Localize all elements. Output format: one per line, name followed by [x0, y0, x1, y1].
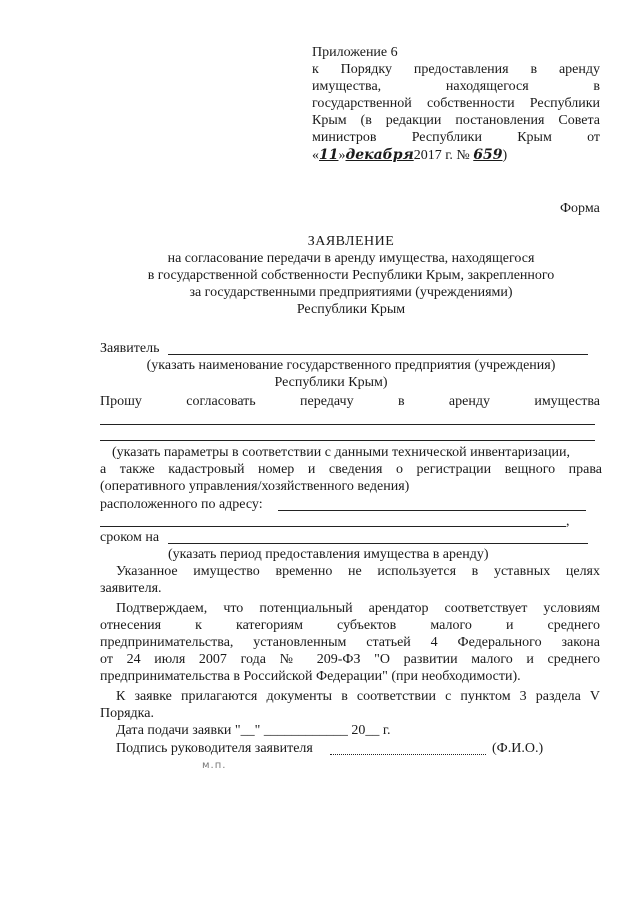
- form-label: Форма: [560, 201, 600, 216]
- signature-label: Подпись руководителя заявителя: [116, 741, 313, 756]
- address-field-line-2[interactable]: [100, 526, 566, 527]
- heading-line-2: в государственной собственности Республики Крым, закрепленного: [147, 268, 555, 283]
- params-hint: [100, 444, 602, 495]
- appendix-line-3: государственной собственности Республики: [312, 96, 600, 111]
- appendix-line-5: министров Республики Крым от: [312, 130, 600, 145]
- applicant-label: Заявитель: [100, 341, 160, 356]
- appendix-date-line: [312, 147, 600, 164]
- stamp-placeholder: м.п.: [202, 760, 227, 771]
- applicant-hint-line-1: (указать наименование государственного предприятия (учреждения): [146, 358, 556, 373]
- heading-title: ЗАЯВЛЕНИЕ: [307, 234, 395, 249]
- date-number-handwritten: 659: [473, 147, 503, 163]
- appendix-block: [312, 44, 600, 164]
- date-month-handwritten: декабря: [345, 147, 414, 163]
- paragraph-2-line-3: предпринимательства, установленным статьей 4 Федерального закона: [100, 635, 600, 650]
- address-label: расположенного по адресу:: [100, 497, 263, 512]
- document-heading: [100, 233, 602, 318]
- applicant-hint: [100, 357, 602, 391]
- date-close-paren: ): [502, 148, 508, 163]
- paragraph-2-line-5: предпринимательства в Российской Федерации" (при необходимости).: [100, 669, 521, 684]
- request-line: Прошу согласовать передачу в аренду имущества: [100, 394, 600, 409]
- paragraph-3-line-1: К заявке прилагаются документы в соответствии с пунктом 3 раздела V: [116, 689, 600, 704]
- date-close-quote: »: [338, 148, 346, 163]
- params-hint-line-3: (оперативного управления/хозяйственного ведения): [100, 479, 410, 494]
- property-field-line-1[interactable]: [100, 424, 595, 425]
- paragraph-not-used: [100, 563, 600, 597]
- applicant-field-line[interactable]: [168, 354, 588, 355]
- appendix-title: Приложение 6: [312, 45, 398, 60]
- heading-line-4: Республики Крым: [296, 302, 406, 317]
- paragraph-confirmation: [100, 600, 600, 685]
- paragraph-3-line-2: Порядка.: [100, 706, 154, 721]
- date-year: 2017 г. №: [413, 148, 470, 163]
- date-day-handwritten: 11: [319, 147, 339, 163]
- applicant-hint-line-2: Республики Крым): [274, 375, 388, 390]
- term-field-line[interactable]: [168, 543, 588, 544]
- term-label: сроком на: [100, 530, 160, 545]
- signature-field-line[interactable]: [330, 754, 486, 755]
- heading-line-3: за государственными предприятиями (учреждениями): [189, 285, 513, 300]
- signature-fio-label: (Ф.И.О.): [492, 741, 544, 756]
- params-hint-line-1: (указать параметры в соответствии с данными технической инвентаризации,: [112, 445, 571, 460]
- params-hint-line-2: а также кадастровый номер и сведения о регистрации вещного права: [100, 462, 602, 477]
- address-comma: ,: [566, 514, 570, 529]
- term-hint: (указать период предоставления имущества в аренду): [168, 547, 489, 562]
- property-field-line-2[interactable]: [100, 440, 595, 441]
- paragraph-2-line-4: от 24 июля 2007 года № 209-ФЗ "О развитии малого и среднего: [100, 652, 600, 667]
- appendix-line-1: к Порядку предоставления в аренду: [312, 62, 600, 77]
- address-field-line-1[interactable]: [278, 510, 586, 511]
- appendix-line-4: Крым (в редакции постановления Совета: [312, 113, 600, 128]
- paragraph-1-line-1: Указанное имущество временно не используется в уставных целях: [116, 564, 600, 579]
- date-open-quote: «: [312, 148, 319, 163]
- paragraph-2-line-1: Подтверждаем, что потенциальный арендатор соответствует условиям: [116, 601, 600, 616]
- paragraph-2-line-2: отнесения к категориям субъектов малого и среднего: [100, 618, 600, 633]
- appendix-line-2: имущества, находящегося в: [312, 79, 600, 94]
- paragraph-1-line-2: заявителя.: [100, 581, 162, 596]
- submission-date-line[interactable]: Дата подачи заявки "__" ____________ 20__ г.: [116, 723, 391, 738]
- paragraph-attachments: [100, 688, 600, 722]
- heading-line-1: на согласование передачи в аренду имущества, находящегося: [167, 251, 535, 266]
